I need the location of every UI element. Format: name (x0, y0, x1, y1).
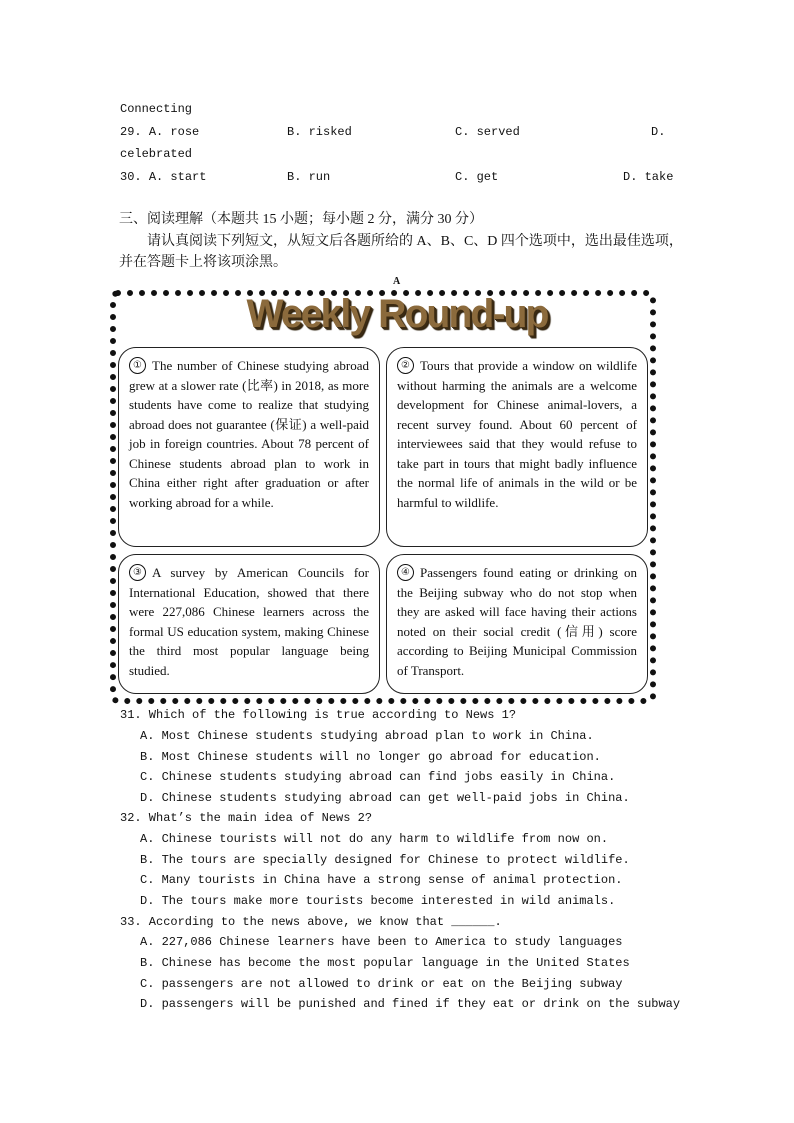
question-33-stem: 33. According to the news above, we know that ______. (120, 915, 502, 929)
question-31-option-d: D. Chinese students studying abroad can get well-paid jobs in China. (140, 791, 630, 805)
question-32-option-c: C. Many tourists in China have a strong sense of animal protection. (140, 873, 623, 887)
question-32-option-a: A. Chinese tourists will not do any harm to wildlife from now on. (140, 832, 609, 846)
section-heading: 三、阅读理解（本题共 15 小题；每小题 2 分，满分 30 分） (119, 212, 483, 227)
question-33-option-d: D. passengers will be punished and fined if they eat or drink on the subway (140, 997, 681, 1011)
news-number-4: ④ (397, 564, 414, 581)
news-number-2: ② (397, 357, 414, 374)
news-number-3: ③ (129, 564, 146, 581)
news-box-3 (118, 554, 380, 694)
question-31-stem: 31. Which of the following is true according to News 1? (120, 708, 517, 722)
q29-number-a: 29. A. rose (120, 125, 200, 139)
news-box-1 (118, 347, 380, 547)
news-box-4 (386, 554, 648, 694)
news-text-2: Tours that provide a window on wildlife without harming the animals are a welcome development for Chinese animal-lovers, a recent survey found. About 60 percent of interviewees said that they would refuse to take part in tours that might badly influence the normal life of animals in the wild or be harmful to wildlife. (397, 358, 637, 510)
question-31-option-c: C. Chinese students studying abroad can find jobs easily in China. (140, 770, 616, 784)
news-number-1: ① (129, 357, 146, 374)
q30-option-d: D. take (623, 170, 674, 184)
passage-label: A (393, 276, 401, 287)
q29-option-b: B. risked (287, 125, 352, 139)
instruction-line-2: 并在答题卡上将该项涂黑。 (119, 255, 287, 270)
instruction-line-1: 请认真阅读下列短文，从短文后各题所给的 A、B、C、D 四个选项中，选出最佳选项， (147, 234, 683, 249)
q30-option-b: B. run (287, 170, 331, 184)
question-32-option-b: B. The tours are specially designed for Chinese to protect wildlife. (140, 853, 630, 867)
q30-option-c: C. get (455, 170, 499, 184)
question-32-option-d: D. The tours make more tourists become interested in wild animals. (140, 894, 616, 908)
news-text-3: A survey by American Councils for International Education, showed that there were 227,086 Chinese learners across the formal US education system, making Chinese the third most popular language being studied. (129, 565, 369, 678)
q29-option-d-continued: celebrated (120, 147, 193, 161)
q29-option-c: C. served (455, 125, 520, 139)
question-33-option-c: C. passengers are not allowed to drink or eat on the Beijing subway (140, 977, 623, 991)
question-32-stem: 32. What’s the main idea of News 2? (120, 811, 373, 825)
news-text-4: Passengers found eating or drinking on the Beijing subway who do not stop when they are asked will face having their actions noted on their social credit (信用) score according to Beijing Municipal Commission of Transport. (397, 565, 637, 678)
question-33-option-b: B. Chinese has become the most popular language in the United States (140, 956, 630, 970)
roundup-title: Weekly Round-up (246, 292, 548, 336)
q30-number-a: 30. A. start (120, 170, 207, 184)
question-31-option-a: A. Most Chinese students studying abroad plan to work in China. (140, 729, 594, 743)
news-box-2 (386, 347, 648, 547)
news-text-1: The number of Chinese studying abroad grew at a slower rate (比率) in 2018, as more students have come to realize that studying abroad does not guarantee (保证) a well-paid job in foreign countries. About 78 percent of Chinese students abroad plan to work in China either right after graduation or after working abroad for a while. (129, 358, 369, 510)
question-33-option-a: A. 227,086 Chinese learners have been to America to study languages (140, 935, 623, 949)
question-31-option-b: B. Most Chinese students will no longer go abroad for education. (140, 750, 601, 764)
q29-option-d: D. (651, 125, 666, 139)
connecting-word: Connecting (120, 102, 193, 116)
